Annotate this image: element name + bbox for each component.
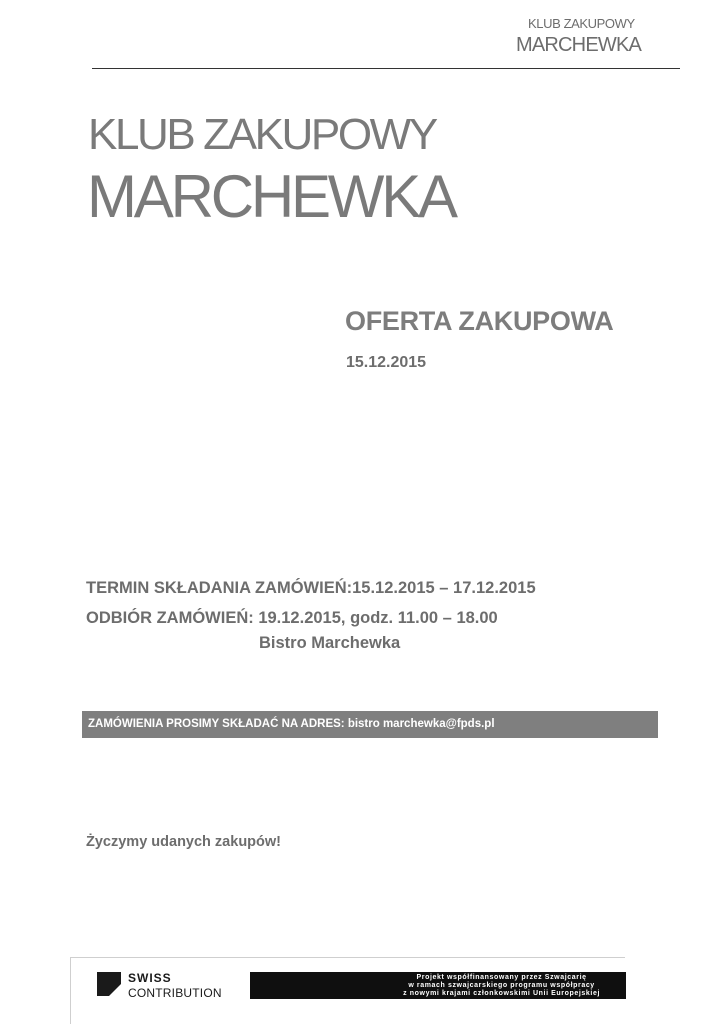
- main-title-line1: KLUB ZAKUPOWY: [88, 110, 436, 159]
- project-info-line: w ramach szwajcarskiego programu współpracy: [408, 982, 595, 989]
- offer-title: OFERTA ZAKUPOWA: [345, 306, 614, 336]
- closing-wish: Życzymy udanych zakupów!: [86, 834, 281, 850]
- header-small-title: KLUB ZAKUPOWY: [528, 16, 635, 31]
- order-deadline: TERMIN SKŁADANIA ZAMÓWIEŃ:15.12.2015 – 17.12.2015: [86, 579, 536, 597]
- logo-text-swiss: SWISS: [128, 971, 172, 985]
- swiss-contribution-logo-icon: [97, 972, 121, 996]
- project-info-line: Projekt współfinansowany przez Szwajcarię: [416, 974, 587, 981]
- pickup-info: ODBIÓR ZAMÓWIEŃ: 19.12.2015, godz. 11.00 – 18.00: [86, 609, 498, 627]
- pickup-place: Bistro Marchewka: [259, 634, 401, 652]
- order-address-banner: [82, 711, 658, 738]
- order-address-text: ZAMÓWIENIA PROSIMY SKŁADAĆ NA ADRES: bistro marchewka@fpds.pl: [88, 718, 495, 730]
- project-info-text: [403, 974, 600, 998]
- footer: [70, 957, 625, 1024]
- project-info-bar: [250, 972, 626, 999]
- main-title-line2: MARCHEWKA: [87, 163, 455, 230]
- logo-text-contribution: CONTRIBUTION: [128, 986, 222, 1000]
- offer-date: 15.12.2015: [346, 354, 427, 371]
- project-info-line: z nowymi krajami członkowskimi Unii Europejskiej: [403, 990, 600, 997]
- header-divider: [92, 68, 680, 69]
- header-big-title: MARCHEWKA: [516, 34, 642, 56]
